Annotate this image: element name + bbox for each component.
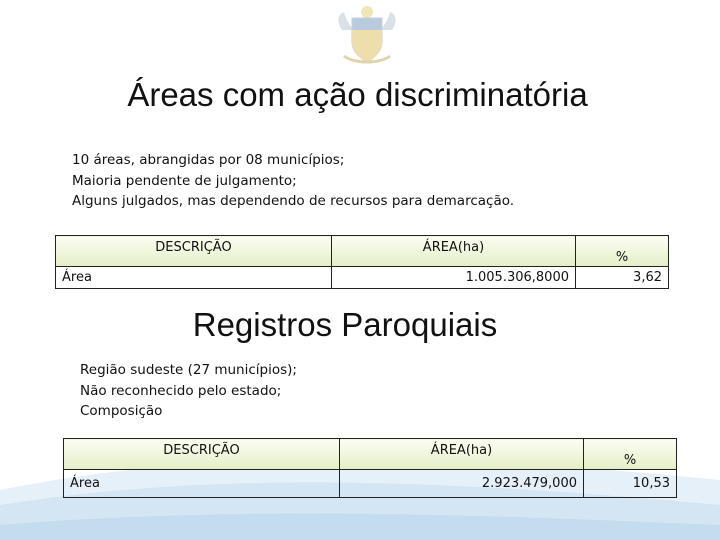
header-descricao: DESCRIÇÃO: [56, 236, 332, 267]
discriminatory-areas-bullets: [72, 150, 514, 212]
header-area-ha: ÁREA(ha): [340, 439, 584, 470]
bullet-line: Composição: [80, 403, 163, 419]
parish-registers-bullets: [80, 360, 297, 422]
cell-area-ha: 1.005.306,8000: [332, 267, 576, 289]
parish-registers-table: [63, 438, 677, 498]
bullet-line: 10 áreas, abrangidas por 08 municípios;: [72, 152, 345, 168]
table-header-row: [64, 439, 677, 470]
section-title-discriminatory-areas: Áreas com ação discriminatória: [127, 76, 588, 113]
state-coat-of-arms-logo: [334, 2, 400, 68]
table-row: [64, 470, 677, 498]
header-percent: %: [584, 439, 677, 470]
header-percent: %: [576, 236, 669, 267]
bullet-line: Região sudeste (27 municípios);: [80, 362, 297, 378]
table-header-row: [56, 236, 669, 267]
bullet-line: Alguns julgados, mas dependendo de recursos para demarcação.: [72, 193, 515, 209]
table-row: [56, 267, 669, 289]
section-title-parish-registers: Registros Paroquiais: [192, 306, 498, 343]
cell-area-ha: 2.923.479,000: [340, 470, 584, 498]
cell-descricao: Área: [56, 267, 332, 289]
header-area-ha: ÁREA(ha): [332, 236, 576, 267]
bullet-line: Não reconhecido pelo estado;: [80, 382, 282, 399]
bullet-line: Maioria pendente de julgamento;: [72, 172, 297, 189]
discriminatory-areas-table: [55, 235, 669, 289]
cell-percent: 10,53: [584, 470, 677, 498]
cell-descricao: Área: [64, 470, 340, 498]
cell-percent: 3,62: [576, 267, 669, 289]
header-descricao: DESCRIÇÃO: [64, 439, 340, 470]
